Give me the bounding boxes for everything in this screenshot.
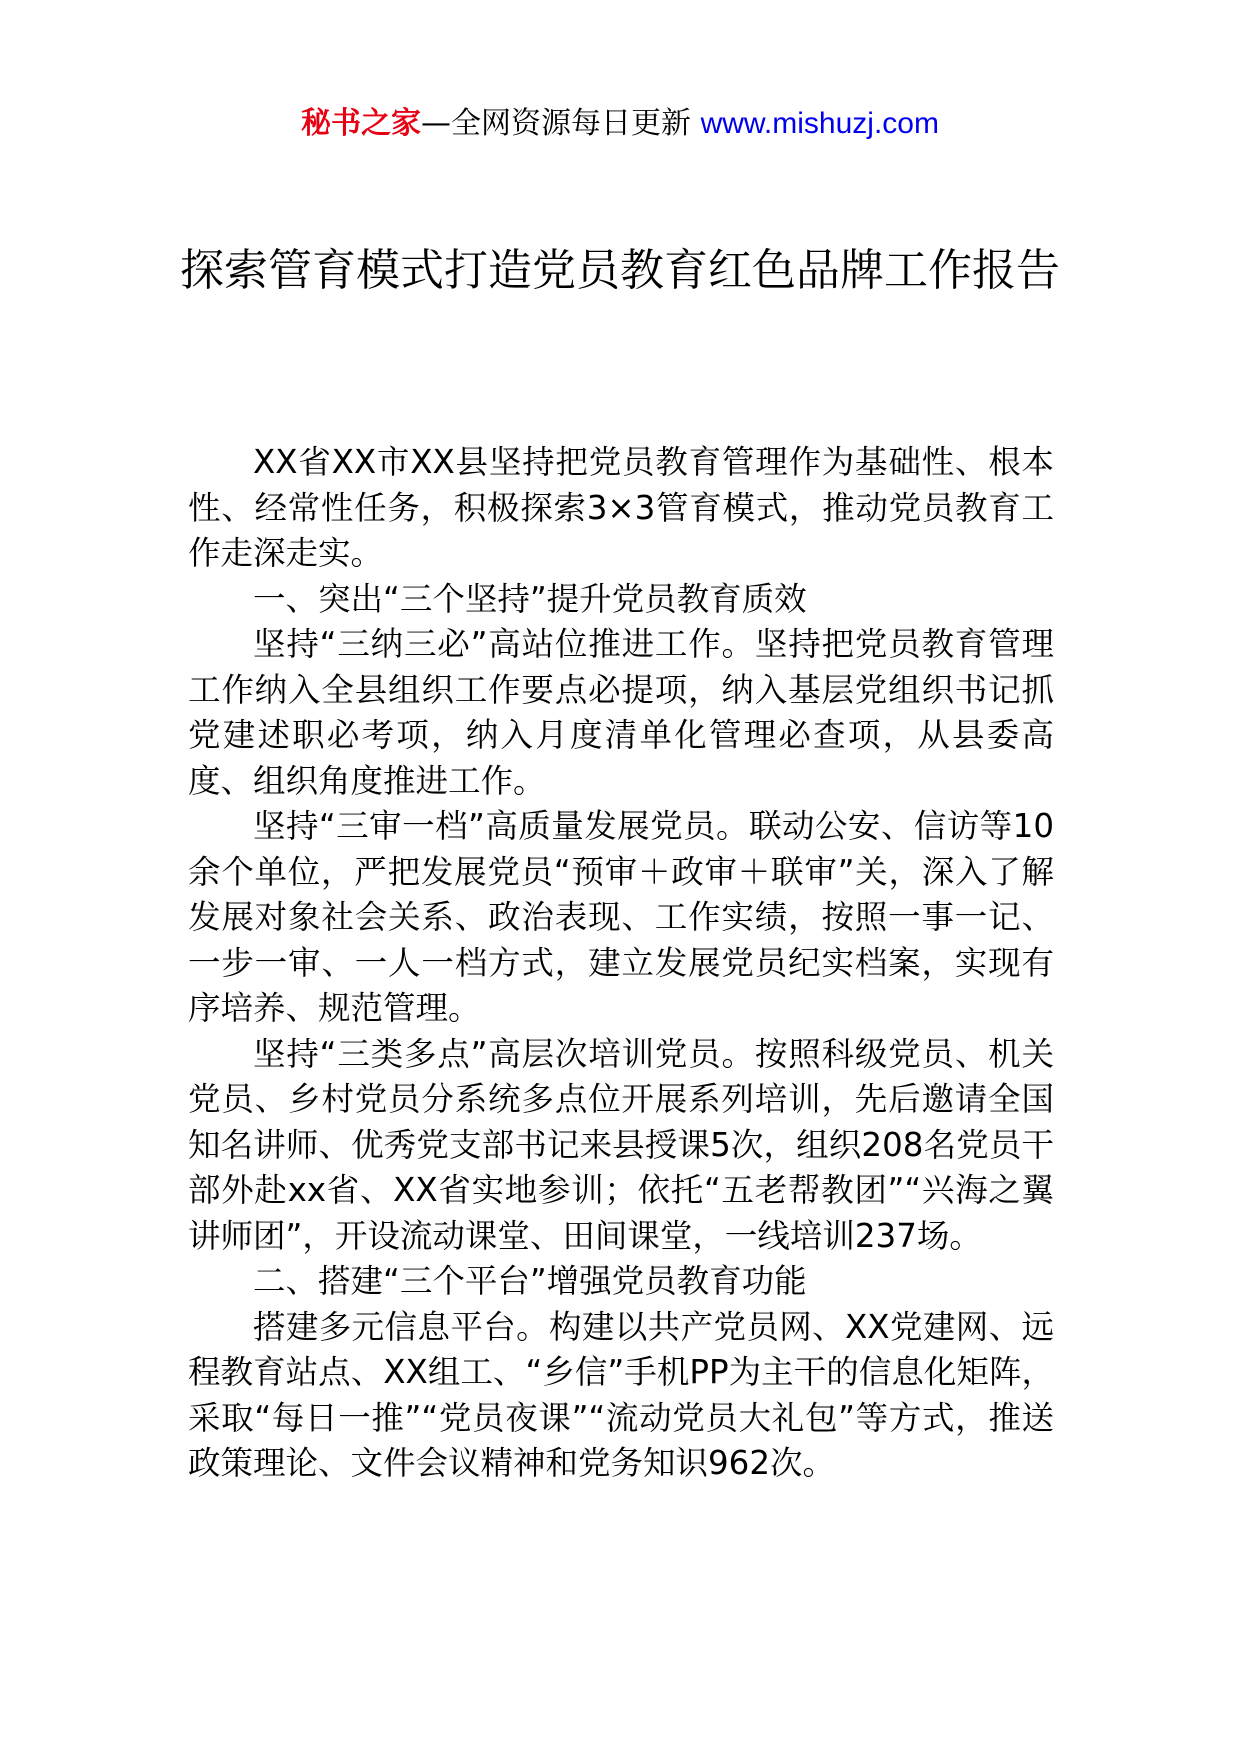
body-paragraph: 搭建多元信息平台。构建以共产党员网、XX党建网、远程教育站点、XX组工、“乡信”手机PP为主干的信息化矩阵，采取“每日一推”“党员夜课”“流动党员大礼包”等方式，推送政策理论、文件会议精神和党务知识962次。 [188, 1307, 1054, 1482]
section-heading-1: 一、突出“三个坚持”提升党员教育质效 [253, 579, 807, 618]
document-title: 探索管育模式打造党员教育红色品牌工作报告 [180, 245, 1060, 296]
site-header [0, 100, 1240, 148]
body-paragraph: 坚持“三类多点”高层次培训党员。按照科级党员、机关党员、乡村党员分系统多点位开展系列培训，先后邀请全国知名讲师、优秀党支部书记来县授课5次，组织208名党员干部外赴xx省、XX省实地参训；依托“五老帮教团”“兴海之翼讲师团”，开设流动课堂、田间课堂，一线培训237场。 [188, 1034, 1054, 1255]
intro-paragraph: XX省XX市XX县坚持把党员教育管理作为基础性、根本性、经常性任务，积极探索3×3管育模式，推动党员教育工作走深走实。 [188, 443, 1054, 572]
header-tagline: —全网资源每日更新 [421, 106, 692, 141]
section-heading-2: 二、搭建“三个平台”增强党员教育功能 [253, 1262, 807, 1300]
body-paragraph: 坚持“三纳三必”高站位推进工作。坚持把党员教育管理工作纳入全县组织工作要点必提项，纳入基层党组织书记抓党建述职必考项，纳入月度清单化管理必查项，从县委高度、组织角度推进工作。 [188, 625, 1054, 800]
brand-name: 秘书之家 [301, 106, 422, 141]
body-paragraph: 坚持“三审一档”高质量发展党员。联动公安、信访等10余个单位，严把发展党员“预审＋政审＋联审”关，深入了解发展对象社会关系、政治表现、工作实绩，按照一事一记、一步一审、一人一档方式，建立发展党员纪实档案，实现有序培养、规范管理。 [188, 807, 1054, 1027]
document-body [188, 440, 1054, 1487]
site-url-link[interactable]: www.mishuzj.com [700, 107, 939, 140]
